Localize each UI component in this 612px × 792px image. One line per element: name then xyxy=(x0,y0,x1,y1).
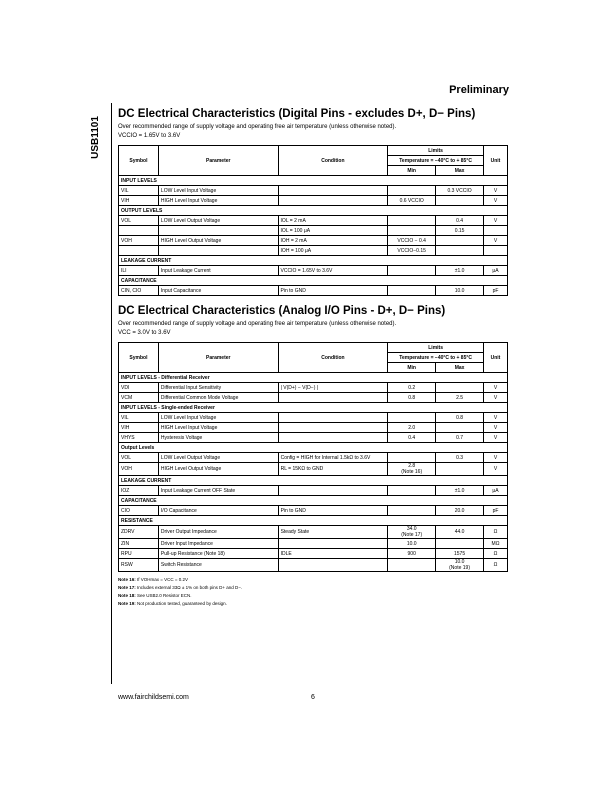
col-unit: Unit xyxy=(484,146,508,176)
col-min: Min xyxy=(388,166,436,176)
cell-unit: pF xyxy=(484,506,508,516)
cell-condition: Steady State xyxy=(278,526,388,539)
table-row xyxy=(119,559,508,572)
cell-unit: V xyxy=(484,413,508,423)
cell-max xyxy=(436,463,484,476)
col-symbol: Symbol xyxy=(119,343,159,373)
cell-unit: μA xyxy=(484,486,508,496)
table-row xyxy=(119,226,508,236)
cell-condition: Pin to GND xyxy=(278,286,388,296)
digital-pins-table xyxy=(118,145,508,296)
cell-min: 34.0 (Note 17) xyxy=(388,526,436,539)
cell-condition: RL = 15KΩ to GND xyxy=(278,463,388,476)
cell-symbol: RPU xyxy=(119,549,159,559)
table-row xyxy=(119,196,508,206)
cell-min xyxy=(388,216,436,226)
cell-parameter: LOW Level Output Voltage xyxy=(158,453,278,463)
footer-page-number: 6 xyxy=(311,694,315,701)
cell-max: 10.0 xyxy=(436,286,484,296)
note-text: If VOHmax = VCC = 0.2V xyxy=(135,577,189,582)
cell-max: ±1.0 xyxy=(436,486,484,496)
cell-symbol: VCM xyxy=(119,393,159,403)
cell-min: VCCIO−0.15 xyxy=(388,246,436,256)
cell-unit: V xyxy=(484,236,508,246)
col-max: Max xyxy=(436,166,484,176)
cell-condition: IOH = 2 mA xyxy=(278,236,388,246)
cell-condition: Pin to GND xyxy=(278,506,388,516)
cell-min xyxy=(388,453,436,463)
cell-symbol xyxy=(119,226,159,236)
cell-max: 0.3 xyxy=(436,453,484,463)
cell-unit xyxy=(484,226,508,236)
cell-condition: VCCIO = 1.65V to 3.6V xyxy=(278,266,388,276)
cell-condition: IOL = 100 μA xyxy=(278,226,388,236)
cell-min xyxy=(388,486,436,496)
cell-unit: V xyxy=(484,216,508,226)
group-row xyxy=(119,403,508,413)
cell-min: VCCIO − 0.4 xyxy=(388,236,436,246)
cell-condition xyxy=(278,196,388,206)
table-row xyxy=(119,539,508,549)
cell-unit: V xyxy=(484,463,508,476)
group-label: INPUT LEVELS - Single-ended Receiver xyxy=(119,403,508,413)
cell-parameter: LOW Level Input Voltage xyxy=(158,186,278,196)
note-text: Includes external 33Ω ± 1% on both pins D+ and D−. xyxy=(135,585,243,590)
cell-min: 2.8 (Note 16) xyxy=(388,463,436,476)
note-line xyxy=(118,592,508,600)
note-label: Note 18: xyxy=(118,593,136,598)
cell-unit: pF xyxy=(484,286,508,296)
col-parameter: Parameter xyxy=(158,343,278,373)
note-text: Not production tested, guaranteed by design. xyxy=(135,601,227,606)
cell-symbol: CIN, CIO xyxy=(119,286,159,296)
cell-parameter: LOW Level Input Voltage xyxy=(158,413,278,423)
cell-parameter: Hysteresis Voltage xyxy=(158,433,278,443)
cell-symbol: VIH xyxy=(119,196,159,206)
part-number: USB1101 xyxy=(89,116,101,159)
group-label: INPUT LEVELS xyxy=(119,176,508,186)
cell-condition xyxy=(278,486,388,496)
cell-max: 20.0 xyxy=(436,506,484,516)
cell-max xyxy=(436,236,484,246)
cell-unit: V xyxy=(484,423,508,433)
cell-min xyxy=(388,559,436,572)
cell-symbol: VOL xyxy=(119,216,159,226)
cell-symbol: CIO xyxy=(119,506,159,516)
table-row xyxy=(119,383,508,393)
vertical-rule xyxy=(111,103,112,684)
table-row xyxy=(119,216,508,226)
note-line xyxy=(118,576,508,584)
cell-condition xyxy=(278,539,388,549)
table-row xyxy=(119,246,508,256)
group-row xyxy=(119,276,508,286)
cell-symbol xyxy=(119,246,159,256)
note-label: Note 16: xyxy=(118,577,136,582)
group-label: OUTPUT LEVELS xyxy=(119,206,508,216)
group-row xyxy=(119,206,508,216)
table-row xyxy=(119,526,508,539)
cell-max xyxy=(436,246,484,256)
cell-parameter xyxy=(158,226,278,236)
cell-parameter: Driver Output Impedance xyxy=(158,526,278,539)
cell-min xyxy=(388,226,436,236)
cell-condition xyxy=(278,433,388,443)
cell-max: 2.5 xyxy=(436,393,484,403)
col-unit: Unit xyxy=(484,343,508,373)
cell-max: 0.4 xyxy=(436,216,484,226)
cell-min: 10.0 xyxy=(388,539,436,549)
cell-max: 0.15 xyxy=(436,226,484,236)
cell-unit: V xyxy=(484,196,508,206)
cell-symbol: VDI xyxy=(119,383,159,393)
group-label: LEAKAGE CURRENT xyxy=(119,476,508,486)
cell-min xyxy=(388,506,436,516)
cell-min-note: (Note 17) xyxy=(401,532,423,538)
analog-pins-table xyxy=(118,342,508,572)
section2-title: DC Electrical Characteristics (Analog I/O Pins - D+, D− Pins) xyxy=(118,305,446,317)
group-row xyxy=(119,176,508,186)
table-row xyxy=(119,413,508,423)
cell-symbol: VIL xyxy=(119,413,159,423)
cell-parameter: Input Capacitance xyxy=(158,286,278,296)
col-temp: Temperature = −40°C to + 85°C xyxy=(388,156,484,166)
group-label: CAPACITANCE xyxy=(119,276,508,286)
cell-unit: Ω xyxy=(484,526,508,539)
section1-title: DC Electrical Characteristics (Digital Pins - excludes D+, D− Pins) xyxy=(118,108,476,120)
cell-parameter: LOW Level Output Voltage xyxy=(158,216,278,226)
cell-min xyxy=(388,413,436,423)
cell-symbol: VOH xyxy=(119,236,159,246)
cell-condition: IDLE xyxy=(278,549,388,559)
cell-min: 0.8 xyxy=(388,393,436,403)
cell-max: 0.8 xyxy=(436,413,484,423)
cell-unit xyxy=(484,246,508,256)
part-number-side xyxy=(89,110,110,170)
cell-unit: V xyxy=(484,453,508,463)
col-condition: Condition xyxy=(278,343,388,373)
table-row xyxy=(119,423,508,433)
cell-min: 0.6 VCCIO xyxy=(388,196,436,206)
cell-condition xyxy=(278,413,388,423)
cell-parameter: HIGH Level Output Voltage xyxy=(158,236,278,246)
cell-max xyxy=(436,423,484,433)
cell-min: 0.4 xyxy=(388,433,436,443)
cell-condition xyxy=(278,186,388,196)
table-row xyxy=(119,186,508,196)
table-row xyxy=(119,486,508,496)
cell-condition: Config = HIGH for Internal 1.5kΩ to 3.6V xyxy=(278,453,388,463)
group-row xyxy=(119,443,508,453)
preliminary-label: Preliminary xyxy=(449,84,509,96)
col-max: Max xyxy=(436,363,484,373)
cell-max: 0.3 VCCIO xyxy=(436,186,484,196)
cell-condition: IOH = 100 μA xyxy=(278,246,388,256)
cell-parameter: Pull-up Resistance (Note 18) xyxy=(158,549,278,559)
group-row xyxy=(119,373,508,383)
cell-parameter: Differential Common Mode Voltage xyxy=(158,393,278,403)
col-condition: Condition xyxy=(278,146,388,176)
table-row xyxy=(119,266,508,276)
cell-condition xyxy=(278,393,388,403)
note-label: Note 17: xyxy=(118,585,136,590)
cell-min xyxy=(388,286,436,296)
section1-supply: VCCIO = 1.65V to 3.6V xyxy=(118,133,181,139)
table-row xyxy=(119,463,508,476)
cell-parameter: Input Leakage Current OFF State xyxy=(158,486,278,496)
cell-min: 2.0 xyxy=(388,423,436,433)
cell-symbol: VHYS xyxy=(119,433,159,443)
col-symbol: Symbol xyxy=(119,146,159,176)
cell-parameter: HIGH Level Output Voltage xyxy=(158,463,278,476)
cell-min: 0.2 xyxy=(388,383,436,393)
section2-subtitle: Over recommended range of supply voltage and operating free air temperature (unless otherwise noted). xyxy=(118,321,397,327)
cell-parameter: HIGH Level Input Voltage xyxy=(158,423,278,433)
section1-subtitle: Over recommended range of supply voltage and operating free air temperature (unless otherwise noted). xyxy=(118,124,397,130)
cell-unit: V xyxy=(484,433,508,443)
note-line xyxy=(118,600,508,608)
cell-symbol: VOH xyxy=(119,463,159,476)
table-row xyxy=(119,506,508,516)
group-label: RESISTANCE xyxy=(119,516,508,526)
cell-unit: V xyxy=(484,393,508,403)
notes-block xyxy=(118,576,508,608)
cell-parameter: I/O Capacitance xyxy=(158,506,278,516)
cell-min: 900 xyxy=(388,549,436,559)
cell-max xyxy=(436,383,484,393)
note-label: Note 19: xyxy=(118,601,136,606)
cell-unit: Ω xyxy=(484,559,508,572)
cell-parameter xyxy=(158,246,278,256)
col-parameter: Parameter xyxy=(158,146,278,176)
col-temp: Temperature = −40°C to + 85°C xyxy=(388,353,484,363)
cell-min-note: (Note 16) xyxy=(401,469,423,475)
cell-unit: Ω xyxy=(484,549,508,559)
cell-max: 0.7 xyxy=(436,433,484,443)
group-row xyxy=(119,256,508,266)
group-label: CAPACITANCE xyxy=(119,496,508,506)
cell-min xyxy=(388,266,436,276)
cell-parameter: Differential Input Sensitivity xyxy=(158,383,278,393)
cell-symbol: VIL xyxy=(119,186,159,196)
cell-symbol: VOL xyxy=(119,453,159,463)
note-line xyxy=(118,584,508,592)
cell-max: 10.0 (Note 19) xyxy=(436,559,484,572)
cell-unit: V xyxy=(484,383,508,393)
cell-max: 1575 xyxy=(436,549,484,559)
group-row xyxy=(119,516,508,526)
cell-condition: IOL = 2 mA xyxy=(278,216,388,226)
cell-condition: | V(D+) − V(D−) | xyxy=(278,383,388,393)
cell-symbol: ILI xyxy=(119,266,159,276)
table-row xyxy=(119,453,508,463)
table-row xyxy=(119,393,508,403)
cell-parameter: Driver Input Impedance xyxy=(158,539,278,549)
cell-unit: MΩ xyxy=(484,539,508,549)
cell-condition xyxy=(278,559,388,572)
cell-min xyxy=(388,186,436,196)
cell-unit: V xyxy=(484,186,508,196)
cell-symbol: ZDRV xyxy=(119,526,159,539)
cell-max: 44.0 xyxy=(436,526,484,539)
cell-unit: μA xyxy=(484,266,508,276)
table-row xyxy=(119,433,508,443)
cell-symbol: IOZ xyxy=(119,486,159,496)
cell-max xyxy=(436,539,484,549)
group-label: LEAKAGE CURRENT xyxy=(119,256,508,266)
col-limits: Limits xyxy=(388,343,484,353)
group-row xyxy=(119,476,508,486)
cell-condition xyxy=(278,423,388,433)
section2-supply: VCC = 3.0V to 3.6V xyxy=(118,330,171,336)
cell-symbol: ZIN xyxy=(119,539,159,549)
group-row xyxy=(119,496,508,506)
cell-symbol: VIH xyxy=(119,423,159,433)
group-label: INPUT LEVELS - Differential Receiver xyxy=(119,373,508,383)
cell-max xyxy=(436,196,484,206)
table-row xyxy=(119,236,508,246)
cell-max-note: (Note 19) xyxy=(449,565,470,571)
col-min: Min xyxy=(388,363,436,373)
table-row xyxy=(119,286,508,296)
col-limits: Limits xyxy=(388,146,484,156)
cell-parameter: Switch Resistance xyxy=(158,559,278,572)
table-row xyxy=(119,549,508,559)
cell-symbol: RSW xyxy=(119,559,159,572)
footer-website[interactable]: www.fairchildsemi.com xyxy=(118,694,189,701)
cell-max: ±1.0 xyxy=(436,266,484,276)
cell-parameter: HIGH Level Input Voltage xyxy=(158,196,278,206)
note-text: See USB2.0 Resistor ECN. xyxy=(135,593,192,598)
main-content xyxy=(118,107,508,608)
group-label: Output Levels xyxy=(119,443,508,453)
cell-parameter: Input Leakage Current xyxy=(158,266,278,276)
